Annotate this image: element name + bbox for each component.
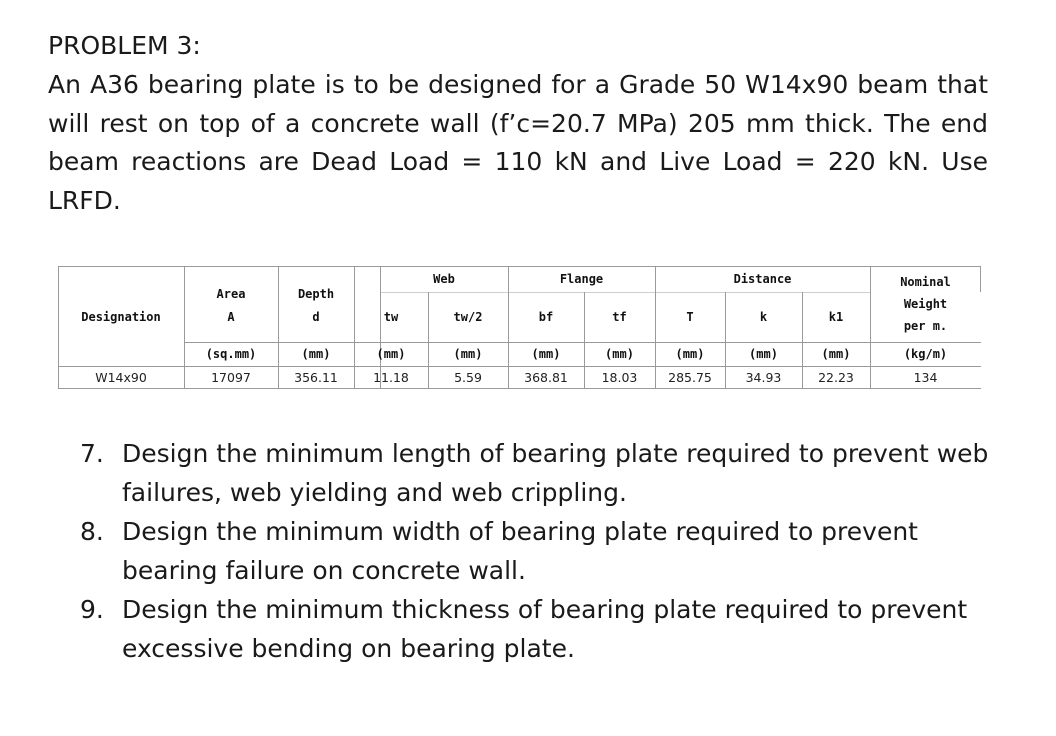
question-text: Design the minimum width of bearing plate required to prevent bearing failure on concrete wall. [122,517,918,585]
header-area-symbol: A [227,310,235,324]
cell-depth: 356.11 [294,370,338,385]
question-text: Design the minimum thickness of bearing plate required to prevent excessive bending on bearing plate. [122,595,968,663]
question-number: 8. [80,517,104,546]
cell-designation: W14x90 [95,370,147,385]
problem-title: PROBLEM 3: [48,31,201,60]
unit-bf: (mm) [531,347,561,361]
header-area: Area [216,287,246,301]
header-depth-symbol: d [312,310,320,324]
cell-k: 34.93 [745,370,782,385]
cell-tw: 11.18 [373,370,409,385]
header-weight: Weight [903,297,948,311]
cell-area: 17097 [211,370,251,385]
table-top-border [58,266,981,267]
group-header-distance: Distance [733,272,792,286]
section-properties-table [58,266,981,392]
header-k1: k1 [828,310,844,324]
header-tf: tf [612,310,627,324]
group-header-divider [380,292,870,293]
cell-bf: 368.81 [524,370,568,385]
header-k: k [759,310,768,324]
question-text: Design the minimum length of bearing plate required to prevent web failures, web yielding and web crippling. [122,439,989,507]
cell-T: 285.75 [668,370,712,385]
question-number: 9. [80,595,104,624]
question-item [80,512,1000,590]
header-tw: tw [383,310,399,324]
unit-area: (sq.mm) [205,347,257,361]
question-item [80,434,1000,512]
header-nominal: Nominal [900,275,951,289]
header-designation: Designation [81,310,161,324]
cell-weight: 134 [913,370,938,385]
header-depth: Depth [297,287,335,301]
unit-tf: (mm) [605,347,634,361]
header-tw-half: tw/2 [453,310,483,324]
table-bottom-border [58,388,981,389]
group-header-flange: Flange [559,272,604,286]
header-per-m: per m. [903,319,948,333]
cell-tf: 18.03 [601,370,638,385]
problem-statement: An A36 bearing plate is to be designed for a Grade 50 W14x90 beam that will rest on top of a concrete wall (f’c=20.7 MPa) 205 mm thick. The end beam reactions are Dead Load = 110 kN and Live Load = 220 kN. Use LRFD. [48,70,988,215]
header-T: T [686,310,694,324]
group-header-web: Web [433,272,455,286]
question-item [80,590,1000,668]
cell-k1: 22.23 [818,370,854,385]
unit-tw-half: (mm) [453,347,483,361]
unit-k: (mm) [749,347,778,361]
question-number: 7. [80,439,104,468]
question-list [80,434,1000,668]
header-bf: bf [538,310,554,324]
cell-tw-half: 5.59 [454,370,482,385]
unit-k1: (mm) [821,347,851,361]
unit-tw: (mm) [376,347,406,361]
unit-depth: (mm) [301,347,331,361]
unit-T: (mm) [675,347,705,361]
unit-weight: (kg/m) [903,347,948,361]
